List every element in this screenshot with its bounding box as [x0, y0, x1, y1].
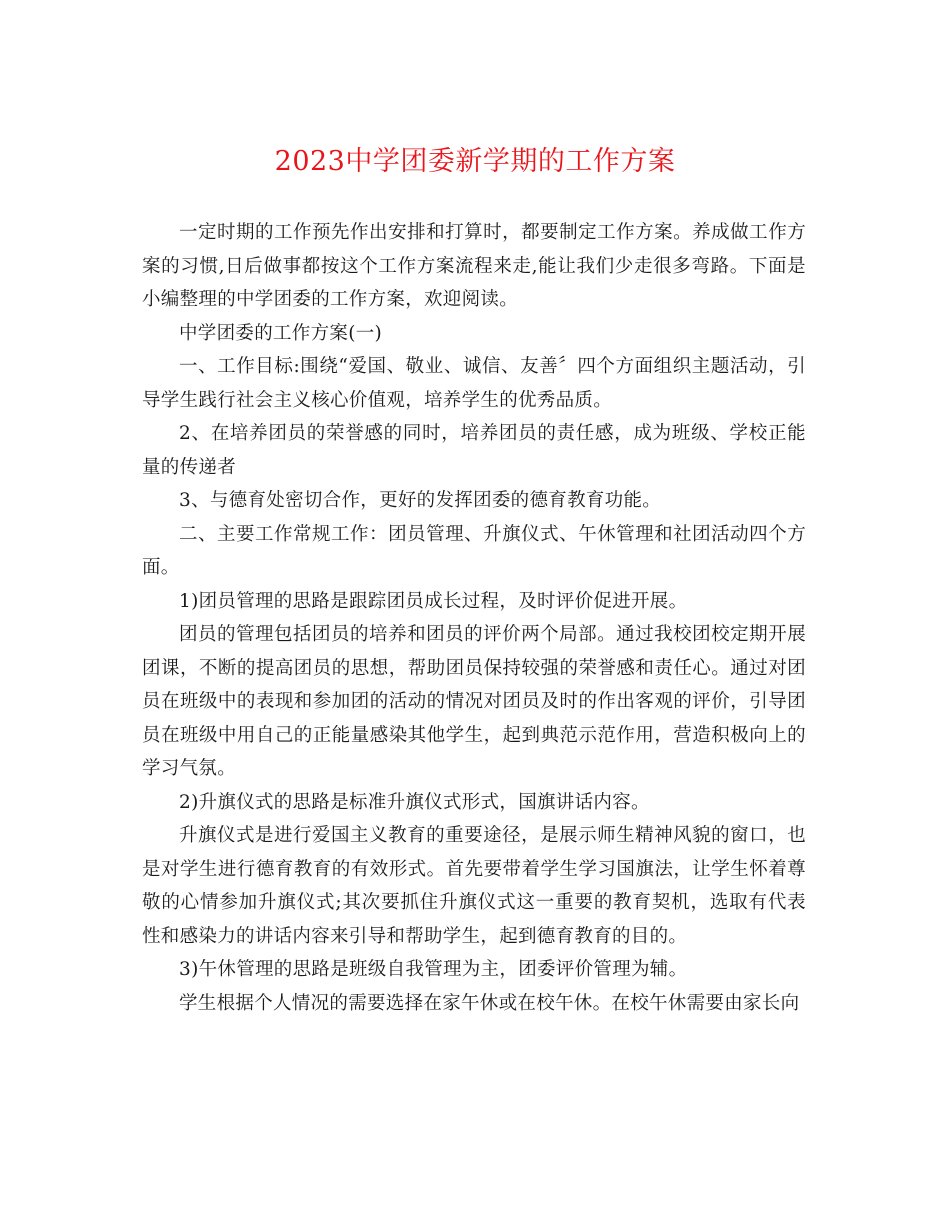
paragraph-section-heading: 中学团委的工作方案(一) [179, 322, 383, 344]
paragraph-goal-2: 2、在培养团员的荣誉感的同时，培养团员的责任感，成为班级、学校正能量的传递者 [142, 423, 806, 478]
paragraph-intro: 一定时期的工作预先作出安排和打算时，都要制定工作方案。养成做工作方案的习惯,日后做事都按这个工作方案流程来走,能让我们少走很多弯路。下面是小编整理的中学团委的工作方案，欢迎阅读。 [142, 222, 806, 310]
document-body [142, 216, 806, 1020]
paragraph-flag-ceremony: 升旗仪式是进行爱国主义教育的重要途径，是展示师生精神风貌的窗口，也是对学生进行德育教育的有效形式。首先要带着学生学习国旗法，让学生怀着尊敬的心情参加升旗仪式;其次要抓住升旗仪式这一重要的教育契机，选取有代表性和感染力的讲话内容来引导和帮助学生，起到德育教育的目的。 [142, 825, 806, 947]
paragraph-flag-ceremony-heading: 2)升旗仪式的思路是标准升旗仪式形式，国旗讲话内容。 [179, 791, 650, 813]
paragraph-member-mgmt-heading: 1)团员管理的思路是跟踪团员成长过程，及时评价促进开展。 [179, 590, 688, 612]
paragraph-noon-rest: 学生根据个人情况的需要选择在家午休或在校午休。在校午休需要由家长向 [179, 992, 800, 1014]
document-title: 2023中学团委新学期的工作方案 [274, 146, 676, 177]
paragraph-goal-3: 3、与德育处密切合作，更好的发挥团委的德育教育功能。 [179, 490, 662, 511]
paragraph-member-mgmt: 团员的管理包括团员的培养和团员的评价两个局部。通过我校团校定期开展团课，不断的提高团员的思想，帮助团员保持较强的荣誉感和责任心。通过对团员在班级中的表现和参加团的活动的情况对团员及时的作出客观的评价，引导团员在班级中用自己的正能量感染其他学生，起到典范示范作用，营造积极向上的学习气氛。 [142, 624, 806, 779]
paragraph-main-work: 二、主要工作常规工作：团员管理、升旗仪式、午休管理和社团活动四个方面。 [142, 523, 806, 578]
paragraph-goal-1: 一、工作目标:围绕“爱国、敬业、诚信、友善〞四个方面组织主题活动，引导学生践行社会主义核心价值观，培养学生的优秀品质。 [142, 356, 806, 411]
paragraph-noon-rest-heading: 3)午休管理的思路是班级自我管理为主，团委评价管理为辅。 [179, 959, 688, 980]
